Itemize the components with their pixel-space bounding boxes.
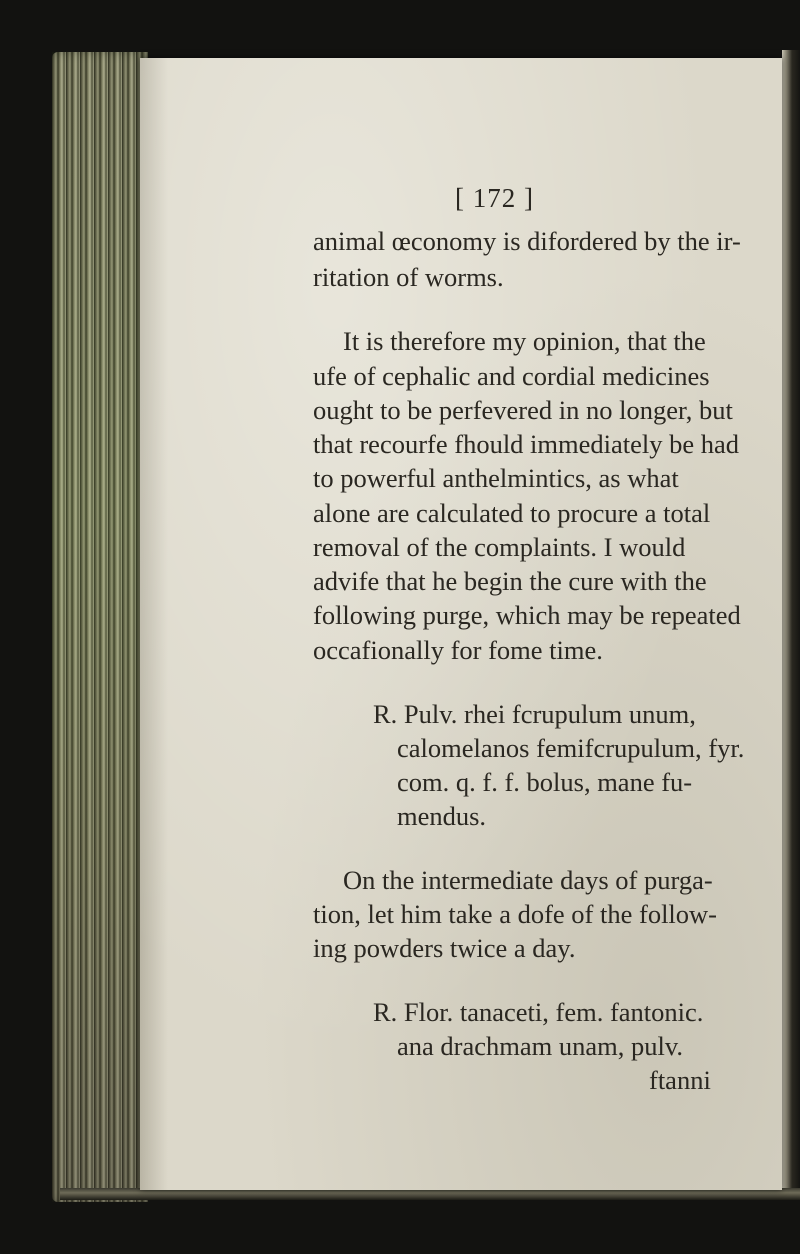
recipe-line: R. Flor. tanaceti, fem. fantonic. — [373, 997, 704, 1027]
catchword: ftanni — [649, 1065, 711, 1095]
recipe-line: R. Pulv. rhei fcrupulum unum, — [373, 699, 696, 729]
text-line: removal of the complaints. I would — [313, 532, 686, 562]
page-right-edge — [782, 50, 800, 1200]
text-line: alone are calculated to procure a total — [313, 498, 711, 528]
recipe-line: ana drachmam unam, pulv. — [397, 1031, 684, 1061]
text-line: occafionally for fome time. — [313, 635, 603, 665]
recipe-line: com. q. f. f. bolus, mane fu- — [397, 767, 693, 797]
text-line: ritation of worms. — [313, 262, 504, 292]
text-line: advife that he begin the cure with the — [313, 566, 707, 596]
text-line: ufe of cephalic and cordial medicines — [313, 361, 710, 391]
recipe-line: calomelanos femifcrupulum, fyr. — [397, 733, 745, 763]
text-line: ought to be perfevered in no longer, but — [313, 395, 733, 425]
text-line: animal œconomy is difordered by the ir- — [313, 226, 741, 256]
text-line: to powerful anthelmintics, as what — [313, 463, 679, 493]
recipe-line: mendus. — [397, 801, 487, 831]
text-line: It is therefore my opinion, that the — [343, 326, 706, 356]
text-line: that recourfe fhould immediately be had — [313, 429, 740, 459]
text-line: ing powders twice a day. — [313, 933, 576, 963]
book-page-edges — [52, 52, 148, 1202]
page-number: [ 172 ] — [455, 183, 534, 213]
text-line: tion, let him take a dofe of the follow- — [313, 899, 718, 929]
text-line: On the intermediate days of purga- — [343, 865, 713, 895]
text-line: following purge, which may be repeated — [313, 600, 741, 630]
